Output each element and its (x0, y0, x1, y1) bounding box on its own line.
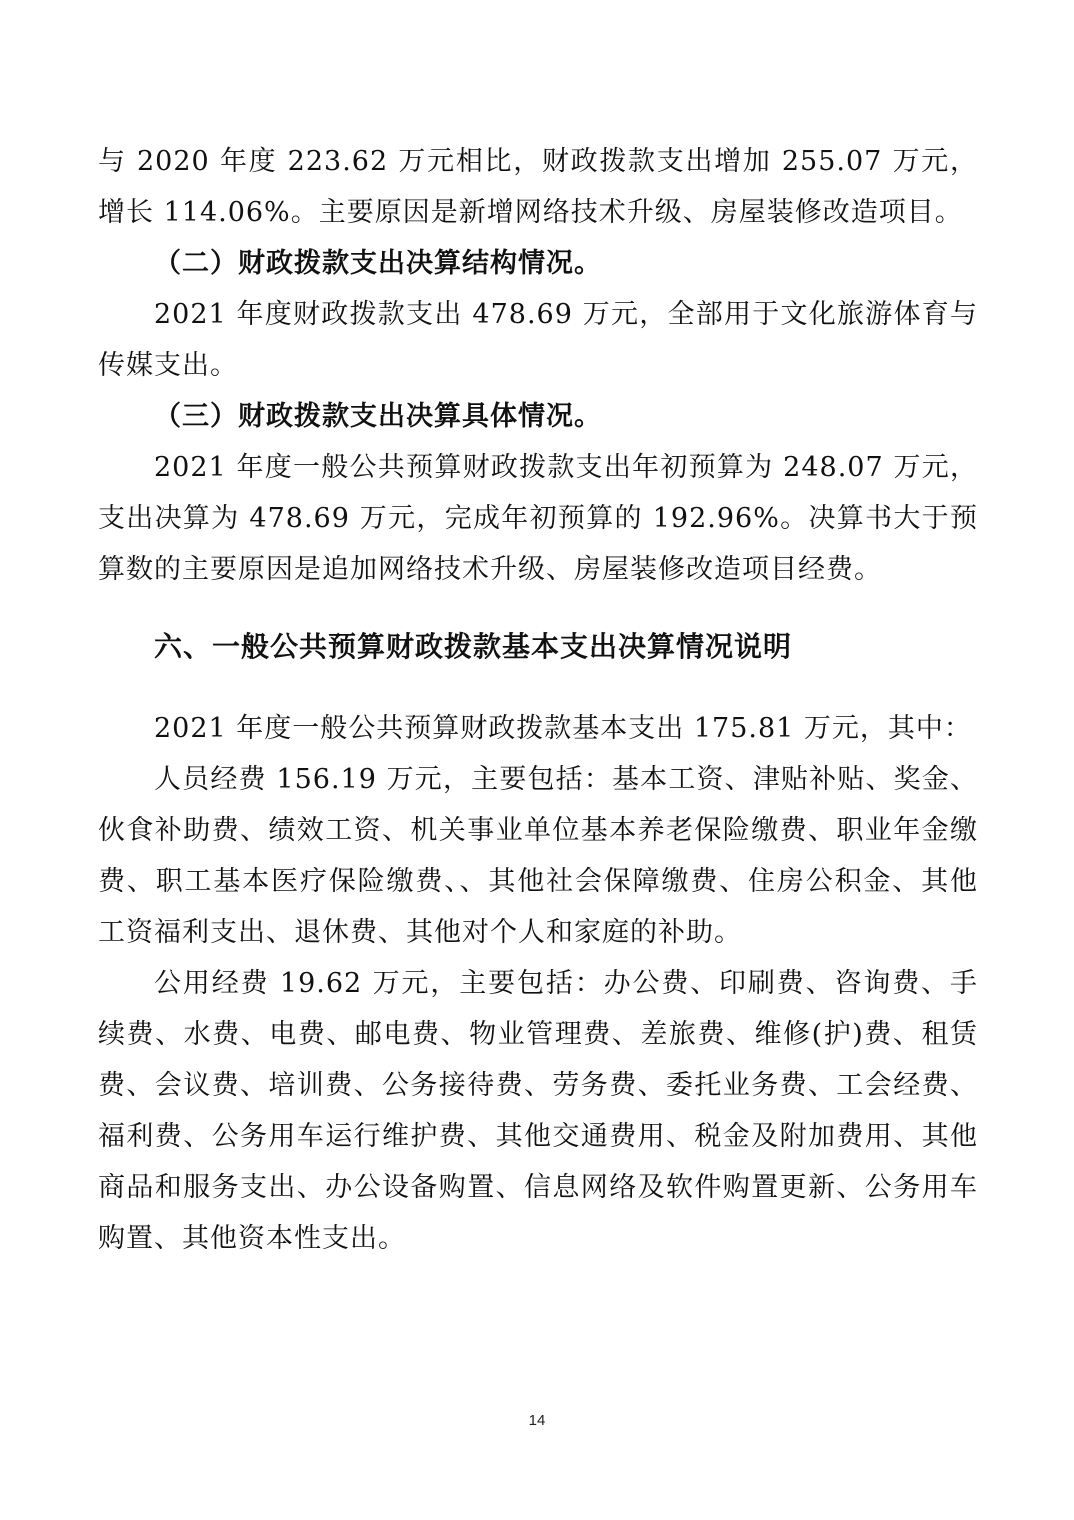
paragraph-expenditure-structure: 2021 年度财政拨款支出 478.69 万元，全部用于文化旅游体育与传媒支出。 (98, 299, 978, 381)
paragraph-basic-expenditure: 2021 年度一般公共预算财政拨款基本支出 175.81 万元，其中： (154, 713, 972, 744)
subheading-expenditure-structure: （二）财政拨款支出决算结构情况。 (154, 248, 602, 279)
paragraph-expenditure-details: 2021 年度一般公共预算财政拨款支出年初预算为 248.07 万元，支出决算为 478.69 万元，完成年初预算的 192.96%。决算书大于预算数的主要原因是追加网络技术升级、房屋装修改造项目经费。 (98, 452, 978, 585)
body-text-upper (98, 136, 978, 595)
paragraph-public-expenses: 公用经费 19.62 万元，主要包括：办公费、印刷费、咨询费、手续费、水费、电费、邮电费、物业管理费、差旅费、维修(护)费、租赁费、会议费、培训费、公务接待费、劳务费、委托业务费、工会经费、福利费、公务用车运行维护费、其他交通费用、税金及附加费用、其他商品和服务支出、办公设备购置、信息网络及软件购置更新、公务用车购置、其他资本性支出。 (98, 968, 978, 1254)
page-number: 14 (528, 1412, 546, 1429)
subheading-expenditure-details: （三）财政拨款支出决算具体情况。 (154, 401, 602, 432)
paragraph-personnel-expenses: 人员经费 156.19 万元，主要包括：基本工资、津贴补贴、奖金、伙食补助费、绩效工资、机关事业单位基本养老保险缴费、职业年金缴费、职工基本医疗保险缴费、、其他社会保障缴费、住房公积金、其他工资福利支出、退休费、其他对个人和家庭的补助。 (98, 764, 978, 948)
body-text-lower (98, 703, 978, 1264)
paragraph-funding-increase: 与 2020 年度 223.62 万元相比，财政拨款支出增加 255.07 万元，增长 114.06%。主要原因是新增网络技术升级、房屋装修改造项目。 (98, 146, 978, 228)
section-heading: 六、一般公共预算财政拨款基本支出决算情况说明 (154, 630, 793, 663)
section-six-heading-block (98, 621, 978, 672)
